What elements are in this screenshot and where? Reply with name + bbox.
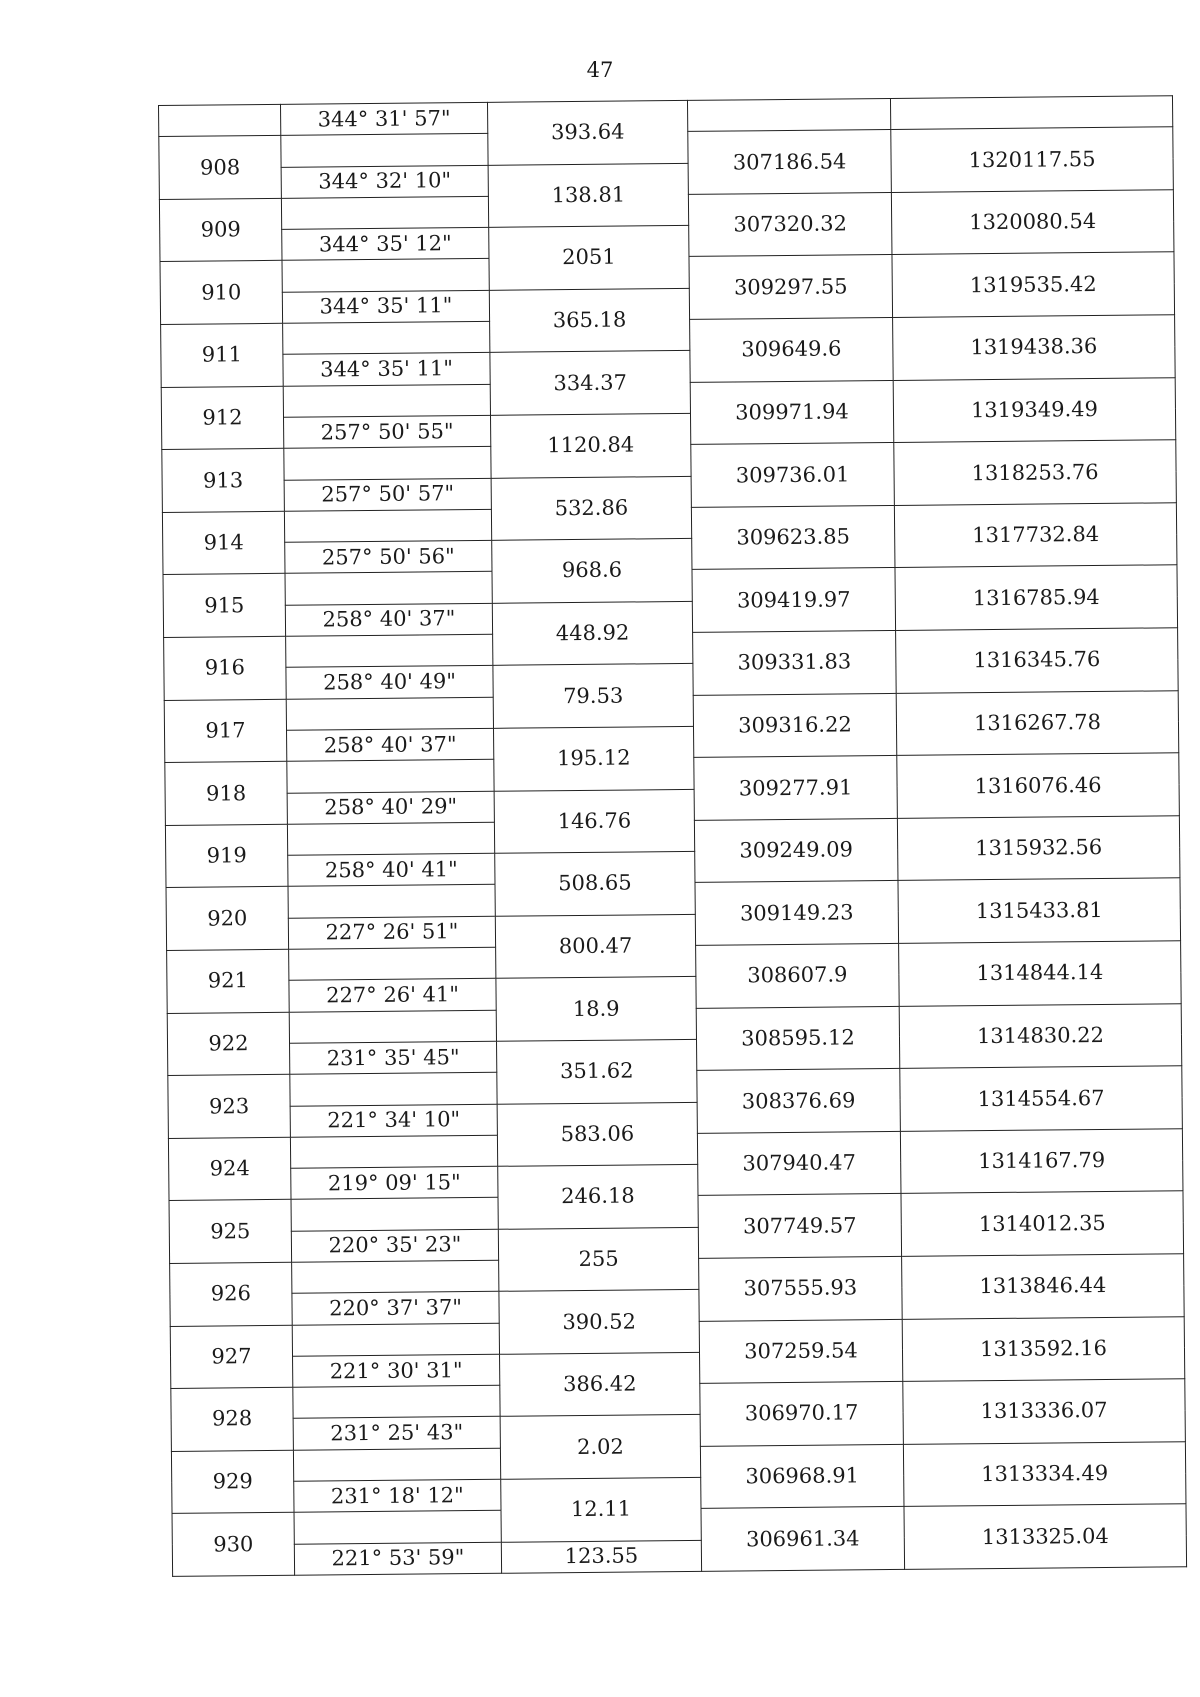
station-cell: 926 bbox=[170, 1262, 293, 1326]
northing-cell: 1314012.35 bbox=[901, 1191, 1184, 1256]
easting-cell: 309249.09 bbox=[694, 818, 898, 883]
bearing-cell: 344° 35' 11" bbox=[283, 353, 490, 386]
northing-cell: 1320117.55 bbox=[891, 127, 1174, 192]
bearing-cell bbox=[286, 697, 493, 730]
bearing-cell: 258° 40' 37" bbox=[287, 728, 494, 761]
bearing-cell bbox=[282, 259, 489, 292]
station-cell: 909 bbox=[159, 198, 282, 262]
distance-cell: 138.81 bbox=[488, 163, 689, 228]
distance-cell: 1120.84 bbox=[490, 413, 691, 478]
station-cell: 911 bbox=[161, 323, 284, 387]
bearing-cell bbox=[289, 1010, 496, 1043]
distance-cell: 123.55 bbox=[501, 1540, 701, 1573]
distance-cell: 146.76 bbox=[494, 789, 695, 854]
easting-cell: 309149.23 bbox=[695, 881, 899, 946]
easting-cell: 306970.17 bbox=[700, 1382, 904, 1447]
bearing-cell: 220° 35' 23" bbox=[291, 1229, 498, 1262]
distance-cell: 79.53 bbox=[493, 664, 694, 729]
northing-cell: 1319438.36 bbox=[893, 315, 1176, 380]
station-cell: 929 bbox=[171, 1450, 294, 1514]
distance-cell: 800.47 bbox=[495, 914, 696, 979]
distance-cell: 365.18 bbox=[489, 288, 690, 353]
distance-cell: 12.11 bbox=[501, 1477, 702, 1542]
easting-cell: 308595.12 bbox=[696, 1006, 900, 1071]
easting-cell bbox=[687, 98, 890, 131]
station-cell: 908 bbox=[159, 136, 282, 200]
bearing-cell bbox=[292, 1323, 499, 1356]
distance-cell: 2051 bbox=[489, 226, 690, 291]
easting-cell: 307259.54 bbox=[699, 1319, 903, 1384]
station-cell: 930 bbox=[172, 1513, 295, 1577]
easting-cell: 309623.85 bbox=[691, 505, 895, 570]
distance-cell: 334.37 bbox=[490, 351, 691, 416]
station-cell: 916 bbox=[164, 636, 287, 700]
station-cell: 917 bbox=[164, 699, 287, 763]
bearing-cell bbox=[283, 321, 490, 354]
station-cell: 925 bbox=[169, 1200, 292, 1264]
distance-cell: 255 bbox=[498, 1227, 699, 1292]
bearing-cell: 221° 34' 10" bbox=[290, 1104, 497, 1137]
bearing-cell: 258° 40' 49" bbox=[286, 666, 493, 699]
bearing-cell bbox=[291, 1198, 498, 1231]
easting-cell: 307940.47 bbox=[697, 1131, 901, 1196]
distance-cell: 532.86 bbox=[491, 476, 692, 541]
table-body bbox=[159, 96, 1187, 1577]
easting-cell: 307320.32 bbox=[688, 192, 892, 257]
distance-cell: 508.65 bbox=[495, 852, 696, 917]
bearing-cell bbox=[290, 1135, 497, 1168]
bearing-cell bbox=[284, 509, 491, 542]
northing-cell bbox=[890, 96, 1172, 130]
bearing-cell: 231° 25' 43" bbox=[293, 1417, 500, 1450]
northing-cell: 1315433.81 bbox=[898, 878, 1181, 943]
easting-cell: 309736.01 bbox=[691, 443, 895, 508]
easting-cell: 309419.97 bbox=[692, 568, 896, 633]
bearing-cell: 220° 37' 37" bbox=[292, 1292, 499, 1325]
northing-cell: 1313325.04 bbox=[904, 1504, 1187, 1569]
bearing-cell bbox=[288, 885, 495, 918]
bearing-cell: 344° 35' 12" bbox=[282, 228, 489, 261]
bearing-cell: 344° 31' 57" bbox=[280, 102, 487, 135]
northing-cell: 1314167.79 bbox=[900, 1129, 1183, 1194]
northing-cell: 1319349.49 bbox=[893, 377, 1176, 442]
station-cell bbox=[159, 104, 281, 136]
bearing-cell bbox=[292, 1260, 499, 1293]
bearing-cell: 227° 26' 51" bbox=[288, 916, 495, 949]
easting-cell: 306968.91 bbox=[700, 1444, 904, 1509]
easting-cell: 309331.83 bbox=[693, 630, 897, 695]
easting-cell: 309277.91 bbox=[694, 756, 898, 821]
bearing-cell bbox=[284, 447, 491, 480]
distance-cell: 390.52 bbox=[499, 1290, 700, 1355]
bearing-cell bbox=[285, 572, 492, 605]
bearing-cell: 344° 35' 11" bbox=[282, 290, 489, 323]
easting-cell: 309316.22 bbox=[693, 693, 897, 758]
distance-cell: 583.06 bbox=[497, 1102, 698, 1167]
northing-cell: 1314830.22 bbox=[899, 1003, 1182, 1068]
northing-cell: 1313592.16 bbox=[902, 1316, 1185, 1381]
station-cell: 920 bbox=[166, 887, 289, 951]
northing-cell: 1317732.84 bbox=[894, 503, 1177, 568]
bearing-cell: 227° 26' 41" bbox=[289, 979, 496, 1012]
station-cell: 924 bbox=[168, 1137, 291, 1201]
northing-cell: 1313846.44 bbox=[902, 1254, 1185, 1319]
distance-cell: 448.92 bbox=[492, 601, 693, 666]
distance-cell: 246.18 bbox=[498, 1164, 699, 1229]
northing-cell: 1318253.76 bbox=[894, 440, 1177, 505]
bearing-cell bbox=[287, 822, 494, 855]
station-cell: 914 bbox=[162, 511, 285, 575]
bearing-cell bbox=[286, 634, 493, 667]
bearing-cell: 258° 40' 41" bbox=[288, 853, 495, 886]
station-cell: 913 bbox=[162, 449, 285, 513]
distance-cell: 393.64 bbox=[487, 100, 688, 165]
northing-cell: 1316076.46 bbox=[897, 753, 1180, 818]
bearing-cell bbox=[290, 1072, 497, 1105]
northing-cell: 1313336.07 bbox=[903, 1379, 1186, 1444]
station-cell: 927 bbox=[170, 1325, 293, 1389]
bearing-cell: 221° 30' 31" bbox=[293, 1354, 500, 1387]
bearing-cell bbox=[289, 947, 496, 980]
distance-cell: 195.12 bbox=[493, 726, 694, 791]
easting-cell: 307555.93 bbox=[699, 1256, 903, 1321]
distance-cell: 2.02 bbox=[500, 1415, 701, 1480]
bearing-cell: 258° 40' 37" bbox=[285, 603, 492, 636]
bearing-cell bbox=[281, 134, 488, 167]
easting-cell: 307749.57 bbox=[698, 1194, 902, 1259]
station-cell: 922 bbox=[167, 1012, 290, 1076]
page-number: 47 bbox=[586, 58, 614, 82]
northing-cell: 1313334.49 bbox=[903, 1441, 1186, 1506]
station-cell: 923 bbox=[168, 1074, 291, 1138]
distance-cell: 351.62 bbox=[497, 1039, 698, 1104]
bearing-cell bbox=[283, 384, 490, 417]
bearing-cell: 219° 09' 15" bbox=[291, 1166, 498, 1199]
northing-cell: 1319535.42 bbox=[892, 252, 1175, 317]
bearing-cell: 344° 32' 10" bbox=[281, 165, 488, 198]
easting-cell: 306961.34 bbox=[701, 1507, 905, 1572]
bearing-cell: 231° 18' 12" bbox=[294, 1479, 501, 1512]
station-cell: 919 bbox=[165, 824, 288, 888]
northing-cell: 1320080.54 bbox=[891, 190, 1174, 255]
bearing-cell: 257° 50' 55" bbox=[284, 415, 491, 448]
easting-cell: 309971.94 bbox=[690, 380, 894, 445]
coordinate-table bbox=[158, 95, 1187, 1577]
station-cell: 918 bbox=[165, 762, 288, 826]
station-cell: 912 bbox=[161, 386, 284, 450]
distance-cell: 386.42 bbox=[500, 1352, 701, 1417]
bearing-cell: 231° 35' 45" bbox=[290, 1041, 497, 1074]
station-cell: 921 bbox=[167, 949, 290, 1013]
station-cell: 928 bbox=[171, 1387, 294, 1451]
distance-cell: 18.9 bbox=[496, 977, 697, 1042]
bearing-cell: 257° 50' 56" bbox=[285, 540, 492, 573]
bearing-cell bbox=[293, 1385, 500, 1418]
bearing-cell: 258° 40' 29" bbox=[287, 791, 494, 824]
easting-cell: 308376.69 bbox=[697, 1069, 901, 1134]
northing-cell: 1314844.14 bbox=[899, 941, 1182, 1006]
easting-cell: 309297.55 bbox=[689, 255, 893, 320]
bearing-cell bbox=[281, 196, 488, 229]
bearing-cell: 257° 50' 57" bbox=[284, 478, 491, 511]
bearing-cell bbox=[294, 1511, 501, 1544]
easting-cell: 309649.6 bbox=[690, 318, 894, 383]
easting-cell: 307186.54 bbox=[688, 130, 892, 195]
bearing-cell: 221° 53' 59" bbox=[294, 1542, 501, 1575]
bearing-cell bbox=[287, 760, 494, 793]
northing-cell: 1316785.94 bbox=[895, 565, 1178, 630]
station-cell: 915 bbox=[163, 574, 286, 638]
distance-cell: 968.6 bbox=[492, 539, 693, 604]
northing-cell: 1316267.78 bbox=[896, 690, 1179, 755]
station-cell: 910 bbox=[160, 261, 283, 325]
bearing-cell bbox=[293, 1448, 500, 1481]
northing-cell: 1314554.67 bbox=[900, 1066, 1183, 1131]
northing-cell: 1315932.56 bbox=[897, 816, 1180, 881]
northing-cell: 1316345.76 bbox=[896, 628, 1179, 693]
easting-cell: 308607.9 bbox=[696, 943, 900, 1008]
